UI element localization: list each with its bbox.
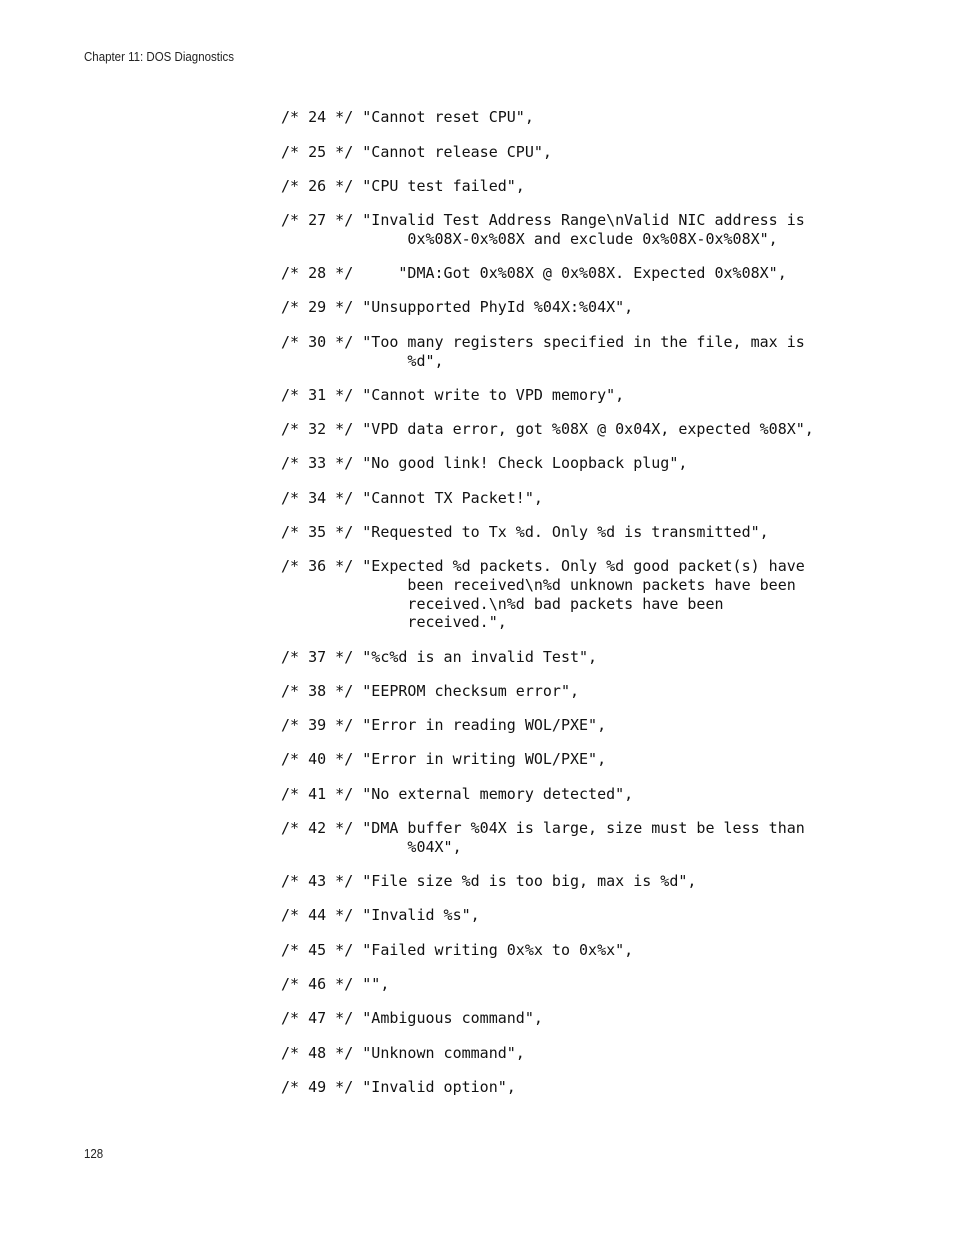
code-line: /* 49 */ "Invalid option", [281,1078,516,1096]
code-line: /* 38 */ "EEPROM checksum error", [281,682,580,700]
code-line: /* 48 */ "Unknown command", [281,1044,525,1062]
code-line: /* 34 */ "Cannot TX Packet!", [281,489,543,507]
code-line: /* 37 */ "%c%d is an invalid Test", [281,648,598,666]
code-line: /* 28 */ "DMA:Got 0x%08X @ 0x%08X. Expected 0x%08X", [281,264,787,282]
code-line: /* 46 */ "", [281,975,390,993]
code-line: /* 43 */ "File size %d is too big, max is %d", [281,872,697,890]
code-line: /* 27 */ "Invalid Test Address Range\nValid NIC address is 0x%08X-0x%08X and exclude 0x%08X-0x%08X", [281,211,805,248]
code-line: /* 32 */ "VPD data error, got %08X @ 0x04X, expected %08X", [281,420,814,438]
code-line: /* 41 */ "No external memory detected", [281,785,634,803]
code-line: /* 25 */ "Cannot release CPU", [281,143,552,161]
code-line: /* 47 */ "Ambiguous command", [281,1009,543,1027]
code-line: /* 29 */ "Unsupported PhyId %04X:%04X", [281,298,634,316]
chapter-header: Chapter 11: DOS Diagnostics [84,50,235,64]
code-line: /* 26 */ "CPU test failed", [281,177,525,195]
code-line: /* 39 */ "Error in reading WOL/PXE", [281,716,607,734]
code-line: /* 31 */ "Cannot write to VPD memory", [281,386,625,404]
code-line: /* 40 */ "Error in writing WOL/PXE", [281,750,607,768]
code-line: /* 35 */ "Requested to Tx %d. Only %d is transmitted", [281,523,769,541]
code-line: /* 33 */ "No good link! Check Loopback plug", [281,454,688,472]
code-line: /* 36 */ "Expected %d packets. Only %d good packet(s) have been received\n%d unknown packets have been received.\n%d bad packets have been received.", [281,557,805,632]
code-line: /* 42 */ "DMA buffer %04X is large, size must be less than %04X", [281,819,805,856]
code-line: /* 44 */ "Invalid %s", [281,906,480,924]
code-line: /* 45 */ "Failed writing 0x%x to 0x%x", [281,941,634,959]
code-line: /* 24 */ "Cannot reset CPU", [281,108,534,126]
page-number: 128 [84,1147,104,1161]
code-line: /* 30 */ "Too many registers specified in the file, max is %d", [281,333,805,370]
